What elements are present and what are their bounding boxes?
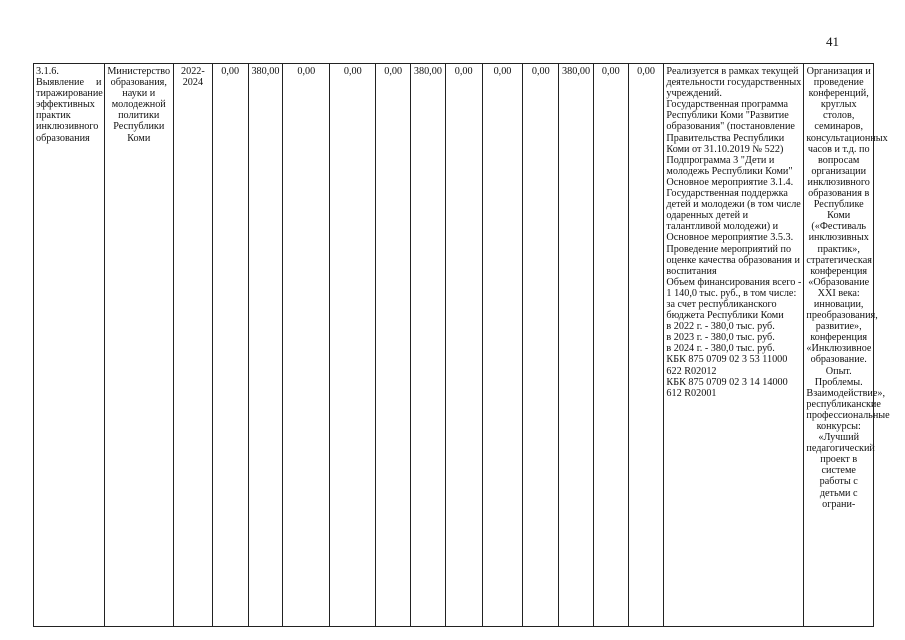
description-line: в 2022 г. - 380,0 тыс. руб. bbox=[666, 321, 775, 333]
description-line: Объем финансирования всего - 1 140,0 тыс. руб., в том числе: bbox=[666, 276, 802, 299]
value-cell: 0,00 bbox=[445, 64, 482, 627]
description-line: КБК 875 0709 02 3 14 14000 612 R02001 bbox=[666, 376, 788, 399]
notes-cell: Организация и проведение конференций, круглых столов, семинаров, консультационных часов и т.д. по вопросам организации инклюзивного образования в Республике Коми («Фестиваль инклюзивных практик», стратегическая конференция «Образование XXI века: инновации, преобразования, развитие», конференция «Инклюзивное образование. Опыт. Проблемы. Взаимодействие», республиканские профессиональные конкурсы: «Лучший педагогический проект в системе работы с детьми с ограни- bbox=[804, 64, 874, 627]
value-cell: 380,00 bbox=[411, 64, 446, 627]
value-cell: 0,00 bbox=[283, 64, 330, 627]
value-cell: 0,00 bbox=[212, 64, 248, 627]
value-cell: 0,00 bbox=[482, 64, 523, 627]
description-line: за счет республиканского бюджета Республики Коми bbox=[666, 298, 784, 322]
page-number: 41 bbox=[826, 34, 839, 49]
program-table bbox=[33, 63, 890, 627]
value-cell: 0,00 bbox=[523, 64, 559, 627]
value-cell: 380,00 bbox=[559, 64, 594, 627]
description-line: Государственная программа Республики Коми "Развитие образования" (постановление Правительства Республики Коми от 31.10.2019 № 522) Подпрограмма 3 "Дети и молодежь Республики Коми" bbox=[666, 99, 795, 177]
description-line: в 2023 г. - 380,0 тыс. руб. bbox=[666, 332, 775, 344]
description-line: КБК 875 0709 02 3 53 11000 622 R02012 bbox=[666, 354, 788, 377]
measure-name-cell: 3.1.6. Выявление и тиражирование эффективных практик инклюзивного образования bbox=[34, 64, 105, 627]
value-cell: 380,00 bbox=[248, 64, 283, 627]
value-cell: 0,00 bbox=[628, 64, 664, 627]
description-line: Основное мероприятие 3.5.3. Проведение мероприятий по оценке качества образования и воспитания bbox=[666, 232, 800, 277]
financing-description-cell bbox=[664, 64, 804, 627]
description-line: в 2024 г. - 380,0 тыс. руб. bbox=[666, 343, 775, 355]
description-line: Реализуется в рамках текущей деятельности государственных учреждений. bbox=[666, 66, 802, 100]
value-cell: 0,00 bbox=[330, 64, 376, 627]
executor-cell: Министерство образования, науки и молодежной политики Республики Коми bbox=[104, 64, 173, 627]
value-cell: 0,00 bbox=[593, 64, 628, 627]
table-row bbox=[34, 64, 874, 627]
value-cell: 0,00 bbox=[376, 64, 411, 627]
description-line: Основное мероприятие 3.1.4. Государственная поддержка детей и молодежи (в том числе одаренных детей и талантливой молодежи) и bbox=[666, 176, 801, 233]
period-cell: 2022-2024 bbox=[173, 64, 212, 627]
